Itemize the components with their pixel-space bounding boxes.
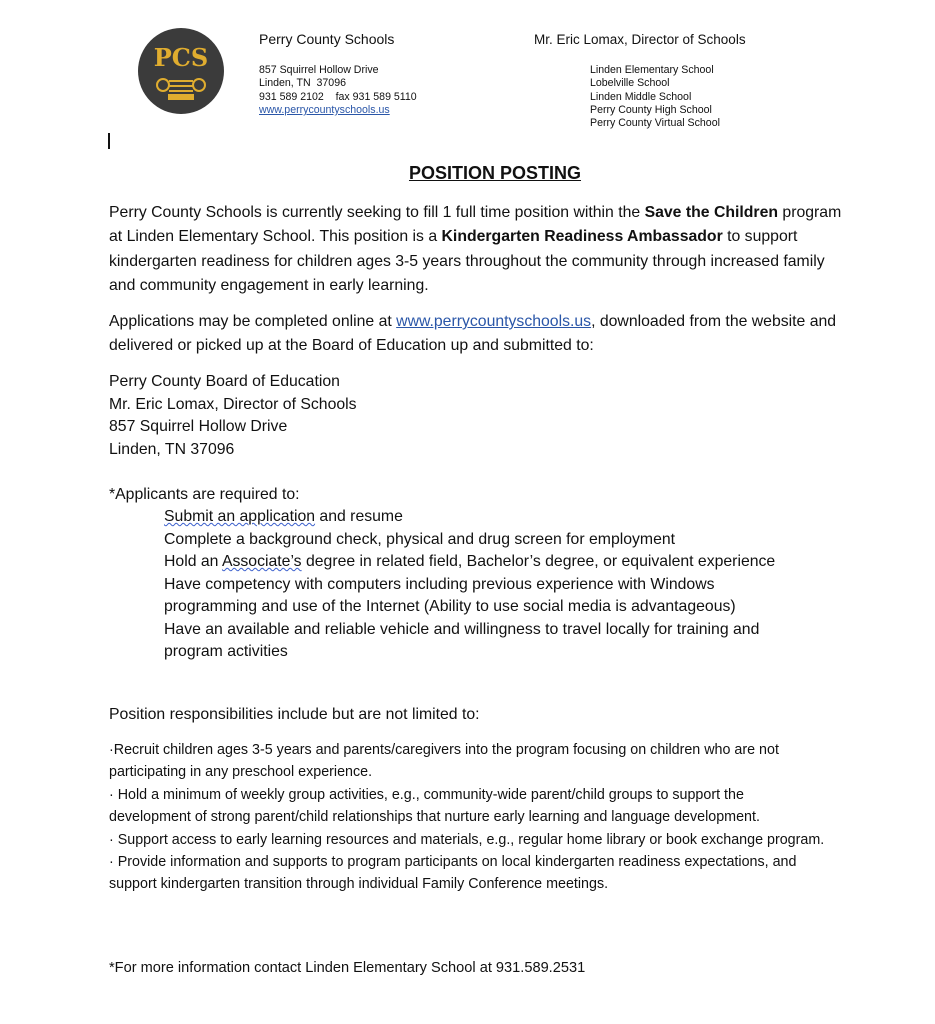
requirement-item-continued: programming and use of the Internet (Ability to use social media is advantageous) <box>164 598 736 615</box>
position-name: Kindergarten Readiness Ambassador <box>441 228 723 246</box>
requirements-list <box>164 506 775 664</box>
text-cursor <box>108 133 110 149</box>
program-name: Save the Children <box>644 204 779 221</box>
address-line: Perry County Board of Education <box>109 373 340 390</box>
applications-link[interactable]: www.perrycountyschools.us <box>396 313 592 330</box>
requirement-item-continued: program activities <box>164 643 288 660</box>
requirement-text: Hold an <box>164 553 222 570</box>
intro-paragraph <box>109 201 849 298</box>
pcs-logo <box>138 28 224 114</box>
org-address <box>259 64 417 117</box>
address-line: 857 Squirrel Hollow Drive <box>109 418 288 435</box>
spellcheck-flagged-text: Associate’s <box>221 553 302 570</box>
logo-text: PCS <box>153 43 209 72</box>
intro-text: to support kindergarten readiness for children ages 3-5 years throughout the community through increased family and community engagement in early learning. <box>109 228 825 294</box>
requirement-text: degree in related field, Bachelor’s degree, or equivalent experience <box>301 553 776 570</box>
school-list <box>590 64 720 130</box>
applications-paragraph <box>109 310 849 359</box>
phone-fax <box>259 91 417 104</box>
applications-text: , downloaded from the website and delivered or picked up at the Board of Education up and submitted to: <box>109 313 837 355</box>
address-line: Mr. Eric Lomax, Director of Schools <box>109 395 357 413</box>
responsibility-item: ·Recruit children ages 3-5 years and parents/caregivers into the program focusing on children who are not participating in any preschool experience. <box>109 742 779 781</box>
requirement-text: and resume <box>315 508 403 525</box>
school-item: Linden Elementary School <box>590 64 714 76</box>
director-name: Mr. Eric Lomax, Director of Schools <box>534 32 746 47</box>
requirement-item: Have an available and reliable vehicle and willingness to travel locally for training and <box>164 620 760 638</box>
school-item: Perry County High School <box>590 103 712 116</box>
address-street: 857 Squirrel Hollow Drive <box>259 64 379 76</box>
spellcheck-flagged-text: Submit an application <box>164 508 316 525</box>
school-item: Linden Middle School <box>590 90 692 103</box>
responsibility-item: · Support access to early learning resources and materials, e.g., regular home library or book exchange program. <box>109 831 825 848</box>
school-item: Perry County Virtual School <box>590 117 720 130</box>
page-title: POSITION POSTING <box>408 163 582 183</box>
requirement-item: Have competency with computers including previous experience with Windows <box>164 575 715 593</box>
contact-info: *For more information contact Linden Elementary School at 931.589.2531 <box>109 960 586 976</box>
responsibility-item: · Provide information and supports to program participants on local kindergarten readiness expectations, and support kindergarten transition through individual Family Conference meetings. <box>109 854 797 893</box>
responsibilities-heading: Position responsibilities include but are not limited to: <box>109 706 480 723</box>
website-link[interactable]: www.perrycountyschools.us <box>259 103 390 116</box>
address-city: Linden, TN 37096 <box>259 77 346 90</box>
address-line: Linden, TN 37096 <box>109 440 235 458</box>
responsibility-item: · Hold a minimum of weekly group activities, e.g., community-wide parent/child groups to support the development of strong parent/child relationships that nurture early learning and language development. <box>109 786 760 826</box>
phone-number: 931 589 2102 <box>259 90 324 103</box>
intro-text: program at Linden Elementary School. This position is a <box>109 204 842 246</box>
intro-text: Perry County Schools is currently seeking to fill 1 full time position within the <box>109 204 645 221</box>
school-item: Lobelville School <box>590 77 670 90</box>
requirement-item: Complete a background check, physical and drug screen for employment <box>164 530 676 548</box>
requirements-heading: *Applicants are required to: <box>109 486 300 503</box>
responsibilities-list <box>109 739 829 896</box>
applications-text: Applications may be completed online at <box>109 313 397 330</box>
org-name: Perry County Schools <box>259 31 395 47</box>
submission-address <box>109 371 357 461</box>
fax-number: fax 931 589 5110 <box>335 90 417 103</box>
requirement-item <box>164 551 775 574</box>
requirement-item <box>164 506 775 529</box>
